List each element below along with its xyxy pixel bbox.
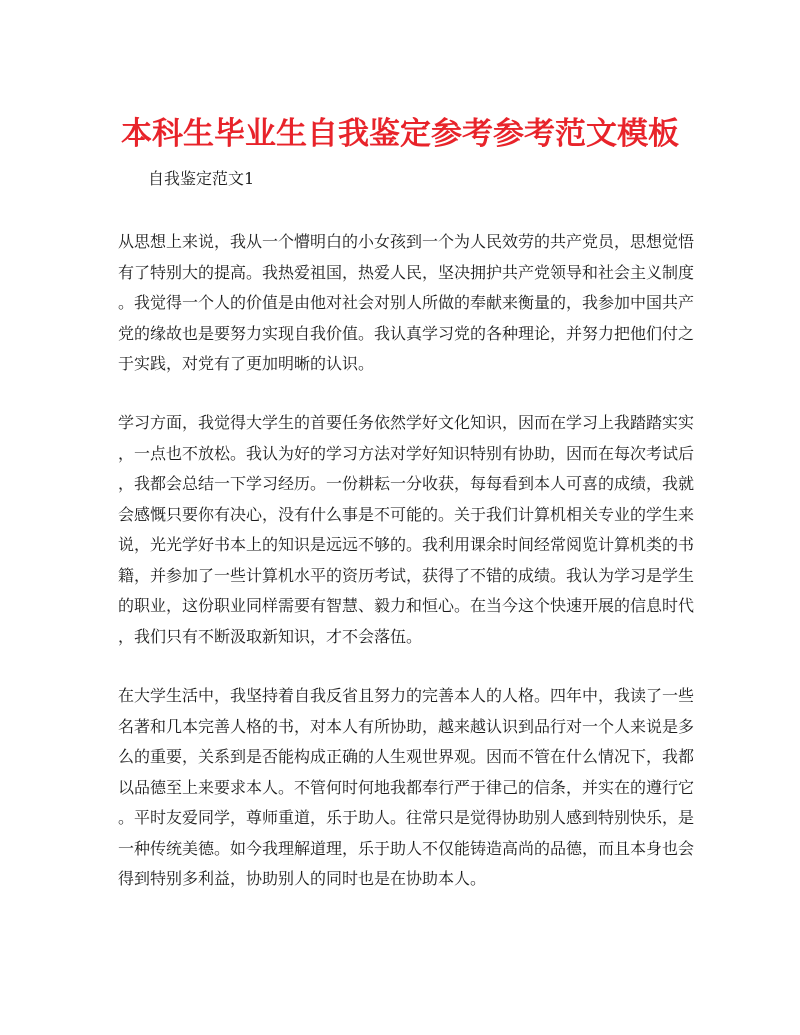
document-title: 本科生毕业生自我鉴定参考参考范文模板 [121,116,679,152]
paragraph-line: 名著和几本完善人格的书，对本人有所协助，越来越认识到品行对一个人来说是多 [118,716,695,736]
paragraph-line: 于实践，对党有了更加明晰的认识。 [118,354,375,373]
paragraph-line: 。我觉得一个人的价值是由他对社会对别人所做的奉献来衡量的，我参加中国共产 [118,293,695,312]
paragraph-line: 说，光光学好书本上的知识是远远不够的。我利用课余时间经常阅览计算机类的书 [118,535,695,554]
paragraph-line: 党的缘故也是要努力实现自我价值。我认真学习党的各种理论，并努力把他们付之 [118,323,695,343]
paragraph-line: 的职业，这份职业同样需要有智慧、毅力和恒心。在当今这个快速开展的信息时代 [118,596,695,615]
paragraph-line: 有了特别大的提高。我热爱祖国，热爱人民，坚决拥护共产党领导和社会主义制度 [118,262,695,282]
paragraph-study [118,408,695,652]
paragraph-thought [118,227,695,380]
paragraph-life [118,681,695,895]
paragraph-line: 么的重要，关系到是否能构成正确的人生观世界观。因而不管在什么情况下，我都 [118,747,695,766]
paragraph-line: 。平时友爱同学，尊师重道，乐于助人。往常只是觉得协助别人感到特别快乐，是 [118,808,695,827]
paragraph-line: 会感慨只要你有决心，没有什么事是不可能的。关于我们计算机相关专业的学生来 [118,504,695,524]
paragraph-line: ，我们只有不断汲取新知识，才不会落伍。 [118,626,423,646]
paragraph-line: 以品德至上来要求本人。不管何时何地我都奉行严于律己的信条，并实在的遵行它 [118,777,695,797]
paragraph-line: ，我都会总结一下学习经历。一份耕耘一分收获，每每看到本人可喜的成绩，我就 [118,474,695,493]
paragraph-line: 籍，并参加了一些计算机水平的资历考试，获得了不错的成绩。我认为学习是学生 [118,565,695,585]
paragraph-line: 得到特别多利益，协助别人的同时也是在协助本人。 [118,869,487,888]
paragraph-line: 在大学生活中，我坚持着自我反省且努力的完善本人的人格。四年中，我读了一些 [118,686,695,705]
paragraph-line: 学习方面，我觉得大学生的首要任务依然学好文化知识，因而在学习上我踏踏实实 [118,413,695,432]
paragraph-line: ，一点也不放松。我认为好的学习方法对学好知识特别有协助，因而在每次考试后 [118,443,695,463]
document-subtitle: 自我鉴定范文1 [148,169,255,188]
paragraph-line: 从思想上来说，我从一个懵明白的小女孩到一个为人民效劳的共产党员，思想觉悟 [118,232,695,251]
paragraph-line: 一种传统美德。如今我理解道理，乐于助人不仅能铸造高尚的品德，而且本身也会 [118,838,695,858]
